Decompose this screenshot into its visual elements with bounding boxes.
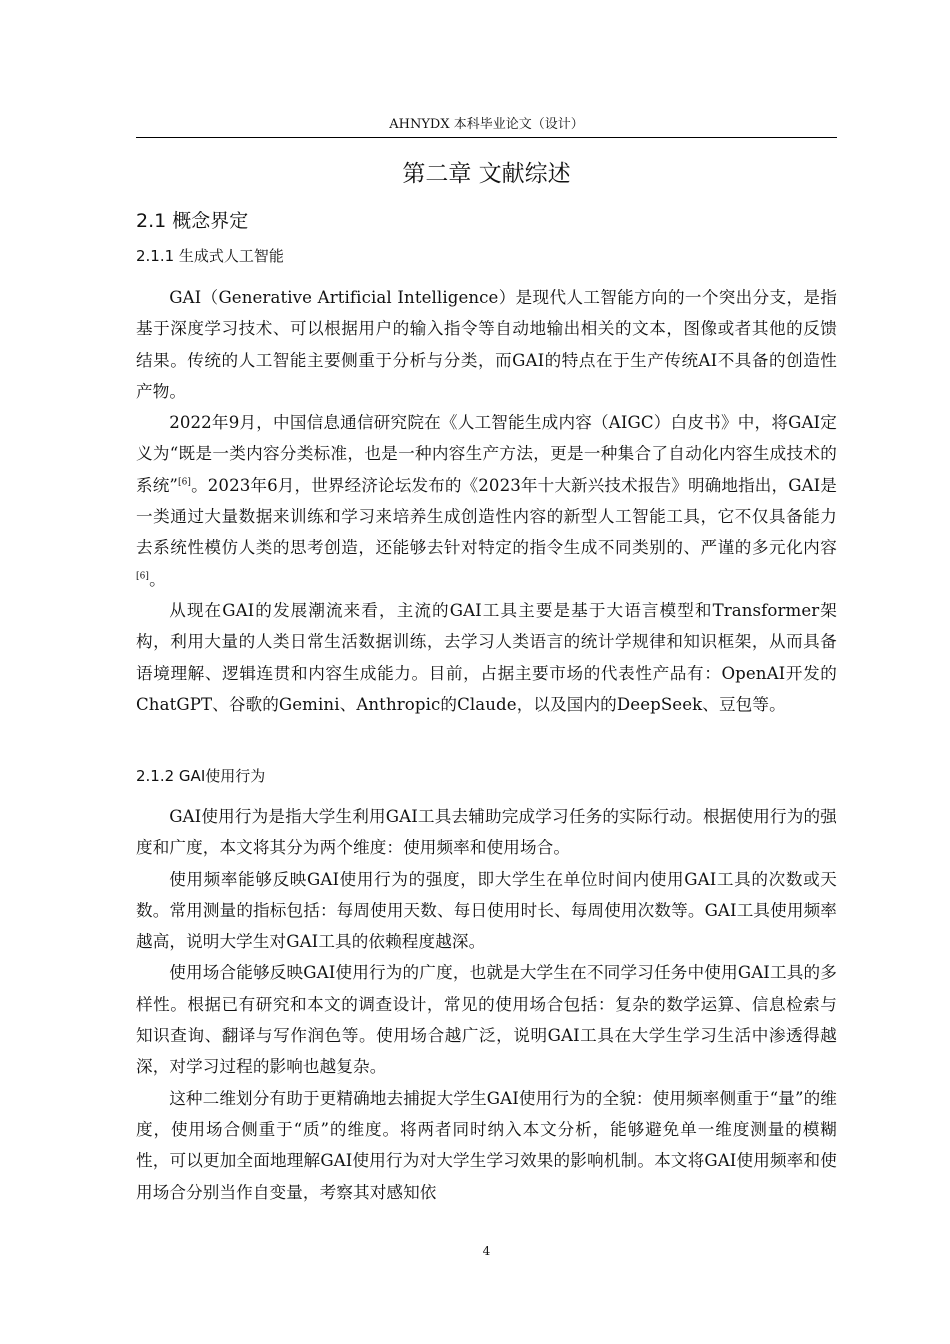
chapter-title: 第二章 文献综述: [402, 161, 571, 187]
citation-ref: [6]: [178, 477, 192, 488]
citation-ref: [6]: [136, 571, 150, 582]
paragraph-text: 。2023年6月，世界经济论坛发布的《2023年十大新兴技术报告》明确地指出，GAI是一类通过大量数据来训练和学习来培养生成创造性内容的新型人工智能工具，它不仅具备能力去系统性模仿人类的思考创造，还能够去针对特定的指令生成不同类别的、严谨的多元化内容: [136, 475, 837, 558]
section-2-1-1-body: [136, 282, 837, 720]
section-2-1-2-body: [136, 801, 837, 1208]
running-header: AHNYDX 本科毕业论文（设计）: [389, 117, 584, 132]
paragraph: 使用频率能够反映GAI使用行为的强度，即大学生在单位时间内使用GAI工具的次数或天数。常用测量的指标包括：每周使用天数、每日使用时长、每周使用次数等。GAI工具使用频率越高，说明大学生对GAI工具的依赖程度越深。: [136, 869, 837, 952]
paragraph-text: 。: [149, 569, 166, 589]
section-heading-2-1-2: 2.1.2 GAI使用行为: [136, 767, 266, 785]
paragraph: GAI使用行为是指大学生利用GAI工具去辅助完成学习任务的实际行动。根据使用行为的强度和广度，本文将其分为两个维度：使用频率和使用场合。: [136, 807, 837, 858]
paragraph: [136, 407, 837, 595]
page-number: 4: [482, 1244, 491, 1258]
paragraph: GAI（Generative Artificial Intelligence）是现代人工智能方向的一个突出分支，是指基于深度学习技术、可以根据用户的输入指令等自动地输出相关的文本，图像或者其他的反馈结果。传统的人工智能主要侧重于分析与分类，而GAI的特点在于生产传统AI不具备的创造性产物。: [136, 288, 837, 401]
paragraph: 这种二维划分有助于更精确地去捕捉大学生GAI使用行为的全貌：使用频率侧重于“量”的维度，使用场合侧重于“质”的维度。将两者同时纳入本文分析，能够避免单一维度测量的模糊性，可以更加全面地理解GAI使用行为对大学生学习效果的影响机制。本文将GAI使用频率和使用场合分别当作自变量，考察其对感知依: [136, 1088, 837, 1202]
paragraph-text: 2022年9月，中国信息通信研究院在《人工智能生成内容（AIGC）白皮书》中，将GAI定义为“既是一类内容分类标准，也是一种内容生产方法，更是一种集合了自动化内容生成技术的系统”: [136, 413, 837, 495]
paragraph: 从现在GAI的发展潮流来看，主流的GAI工具主要是基于大语言模型和Transformer架构，利用大量的人类日常生活数据训练，去学习人类语言的统计学规律和知识框架，从而具备语境理解、逻辑连贯和内容生成能力。目前，占据主要市场的代表性产品有：OpenAI开发的ChatGPT、谷歌的Gemini、Anthropic的Claude，以及国内的DeepSeek、豆包等。: [136, 600, 837, 714]
paragraph: 使用场合能够反映GAI使用行为的广度，也就是大学生在不同学习任务中使用GAI工具的多样性。根据已有研究和本文的调查设计，常见的使用场合包括：复杂的数学运算、信息检索与知识查询、翻译与写作润色等。使用场合越广泛，说明GAI工具在大学生学习生活中渗透得越深，对学习过程的影响也越复杂。: [136, 963, 837, 1077]
header-rule: [136, 137, 837, 138]
section-heading-2-1-1: 2.1.1 生成式人工智能: [136, 247, 284, 265]
section-heading-2-1: 2.1 概念界定: [136, 210, 249, 232]
